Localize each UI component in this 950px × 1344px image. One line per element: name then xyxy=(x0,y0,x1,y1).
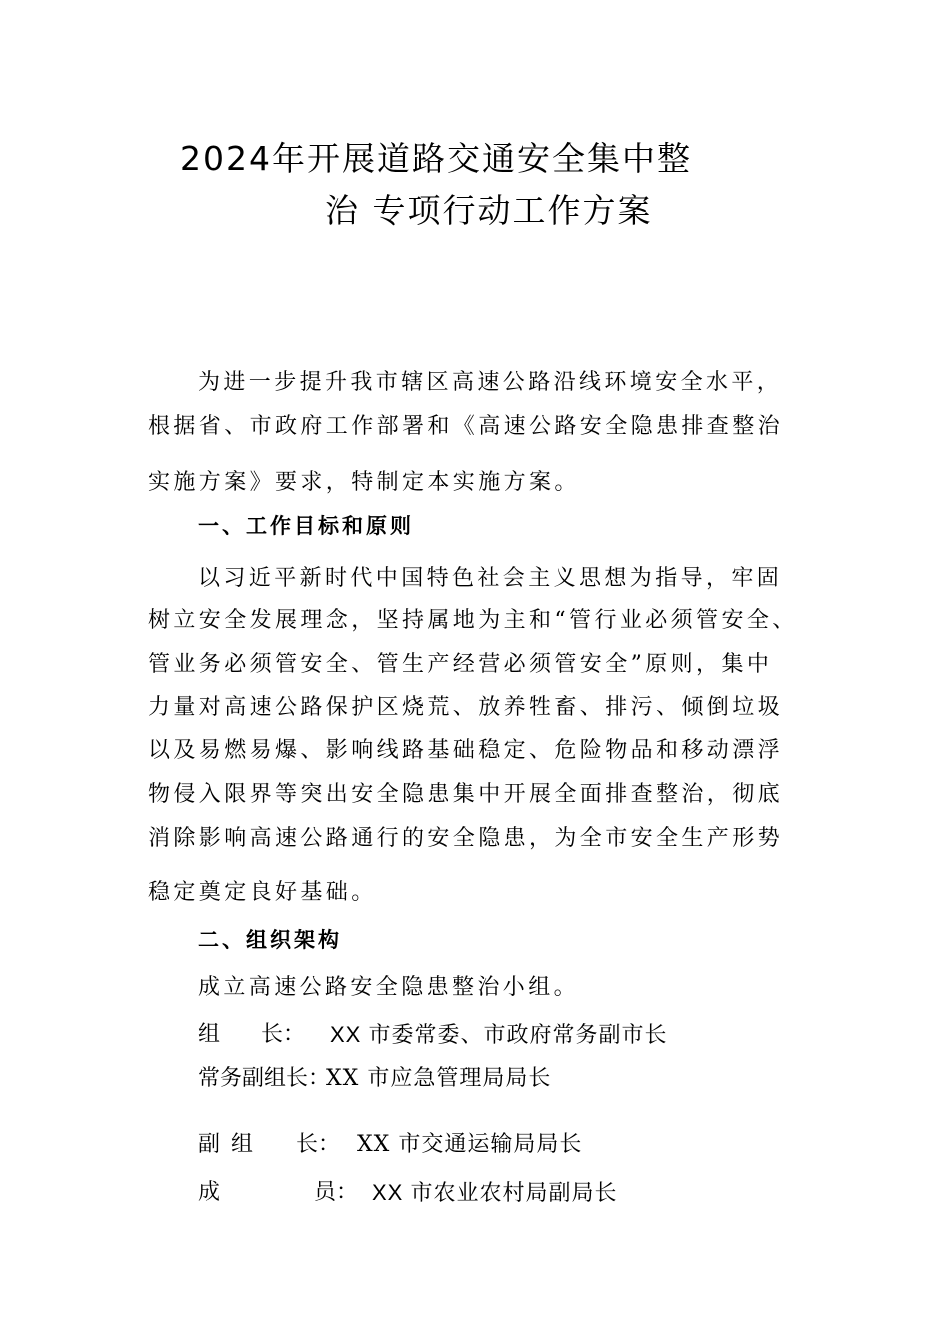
role-value: XX 市农业农村局副局长 xyxy=(372,1180,618,1205)
section-1-heading: 一、工作目标和原则 xyxy=(198,514,414,538)
role-label-suffix: 长： xyxy=(261,1022,306,1047)
section-1-line: 以习近平新时代中国特色社会主义思想为指导，牢固 xyxy=(198,566,783,591)
role-value: XX 市委常委、市政府常务副市长 xyxy=(330,1022,668,1047)
section-1-line: 力量对高速公路保护区烧荒、放养牲畜、排污、倾倒垃圾 xyxy=(148,695,784,720)
role-label: 组 xyxy=(198,1022,221,1047)
role-label-suffix: 长： xyxy=(296,1132,341,1157)
document-title-line-2: 治 专项行动工作方案 xyxy=(325,191,653,230)
role-value: XX 市交通运输局局长 xyxy=(357,1132,583,1157)
section-1-line: 树立安全发展理念，坚持属地为主和“管行业必须管安全、 xyxy=(148,608,798,633)
role-label: 常务副组长： xyxy=(198,1066,331,1091)
intro-line-2: 根据省、市政府工作部署和《高速公路安全隐患排查整治 xyxy=(148,414,784,439)
intro-line-3: 实施方案》要求，特制定本实施方案。 xyxy=(148,470,580,495)
section-2-heading: 二、组织架构 xyxy=(198,928,342,952)
role-label: 成 xyxy=(198,1180,221,1205)
section-1-line: 管业务必须管安全、管生产经营必须管安全”原则，集中 xyxy=(148,652,773,677)
intro-line-1: 为进一步提升我市辖区高速公路沿线环境安全水平， xyxy=(198,370,783,395)
section-1-line: 物侵入限界等突出安全隐患集中开展全面排查整治，彻底 xyxy=(148,782,784,807)
section-2-intro: 成立高速公路安全隐患整治小组。 xyxy=(198,975,580,1000)
section-1-line: 消除影响高速公路通行的安全隐患，为全市安全生产形势 xyxy=(148,826,784,851)
document-title-line-1: 2024年开展道路交通安全集中整 xyxy=(180,139,692,178)
section-1-line: 稳定奠定良好基础。 xyxy=(148,880,377,905)
role-label-suffix: 员： xyxy=(314,1180,359,1205)
role-value: XX 市应急管理局局长 xyxy=(326,1066,552,1091)
section-1-line: 以及易燃易爆、影响线路基础稳定、危险物品和移动漂浮 xyxy=(148,738,784,763)
role-label: 副 组 xyxy=(198,1132,255,1157)
